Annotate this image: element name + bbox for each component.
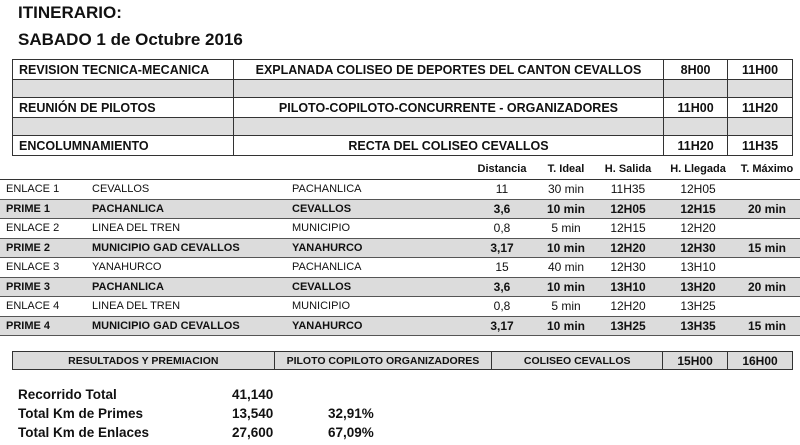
- separator-row: [13, 80, 793, 98]
- schedule-end: 11H35: [728, 136, 793, 156]
- stage-to: YANAHURCO: [286, 238, 466, 258]
- results-activity: RESULTADOS Y PREMIACION: [13, 352, 275, 370]
- results-start: 15H00: [663, 352, 728, 370]
- stage-max: 15 min: [734, 238, 800, 258]
- stage-row: [0, 297, 800, 317]
- stage-arrival: 12H15: [662, 199, 734, 219]
- stage-max: 15 min: [734, 316, 800, 336]
- stage-row: [0, 277, 800, 297]
- stage-ideal: 10 min: [538, 277, 594, 297]
- stage-distance: 3,17: [466, 238, 538, 258]
- stage-type: PRIME 3: [0, 277, 86, 297]
- schedule-start: 8H00: [664, 60, 728, 80]
- stage-max: [734, 180, 800, 200]
- heading: ITINERARIO:: [18, 3, 122, 22]
- summary-label-total: Recorrido Total: [18, 387, 117, 402]
- stages-body: [0, 180, 800, 336]
- stage-type: ENLACE 1: [0, 180, 86, 200]
- stage-from: LINEA DEL TREN: [86, 219, 286, 239]
- schedule-activity: ENCOLUMNAMIENTO: [13, 136, 234, 156]
- schedule-place: RECTA DEL COLISEO CEVALLOS: [233, 136, 663, 156]
- stage-departure: 13H10: [594, 277, 662, 297]
- schedule-start: 11H00: [664, 98, 728, 118]
- stage-to: PACHANLICA: [286, 180, 466, 200]
- summary-value-enlaces: 27,600: [232, 425, 274, 440]
- stage-row: [0, 199, 800, 219]
- stages-header-row: [0, 158, 800, 180]
- header-ideal: T. Ideal: [538, 158, 594, 180]
- schedule-place: EXPLANADA COLISEO DE DEPORTES DEL CANTON CEVALLOS: [233, 60, 663, 80]
- schedule-end: 11H00: [728, 60, 793, 80]
- stage-departure: 12H30: [594, 258, 662, 278]
- stage-arrival: 13H10: [662, 258, 734, 278]
- summary-value-primes: 13,540: [232, 406, 274, 421]
- stage-to: CEVALLOS: [286, 277, 466, 297]
- summary-pct-enlaces: 67,09%: [328, 425, 374, 440]
- stage-ideal: 5 min: [538, 219, 594, 239]
- schedule-place: PILOTO-COPILOTO-CONCURRENTE - ORGANIZADORES: [233, 98, 663, 118]
- stage-departure: 12H20: [594, 297, 662, 317]
- schedule-row: [13, 60, 793, 80]
- summary-label-enlaces: Total Km de Enlaces: [18, 425, 150, 440]
- stage-arrival: 12H20: [662, 219, 734, 239]
- date-title: SABADO 1 de Octubre 2016: [18, 30, 243, 49]
- header-distance: Distancia: [466, 158, 538, 180]
- stage-departure: 11H35: [594, 180, 662, 200]
- stage-arrival: 12H30: [662, 238, 734, 258]
- results-who: PILOTO COPILOTO ORGANIZADORES: [274, 352, 492, 370]
- stage-max: 20 min: [734, 199, 800, 219]
- stage-row: [0, 238, 800, 258]
- schedule-start: 11H20: [664, 136, 728, 156]
- stage-row: [0, 316, 800, 336]
- stage-distance: 0,8: [466, 219, 538, 239]
- stage-to: MUNICIPIO: [286, 219, 466, 239]
- stage-max: [734, 219, 800, 239]
- stage-arrival: 12H05: [662, 180, 734, 200]
- stage-row: [0, 180, 800, 200]
- stage-distance: 3,17: [466, 316, 538, 336]
- stage-ideal: 10 min: [538, 238, 594, 258]
- stage-from: MUNICIPIO GAD CEVALLOS: [86, 238, 286, 258]
- summary-label-primes: Total Km de Primes: [18, 406, 144, 421]
- stage-arrival: 13H35: [662, 316, 734, 336]
- stage-type: PRIME 4: [0, 316, 86, 336]
- stage-distance: 3,6: [466, 277, 538, 297]
- results-end: 16H00: [728, 352, 793, 370]
- schedule-row: [13, 98, 793, 118]
- stage-row: [0, 258, 800, 278]
- stage-distance: 15: [466, 258, 538, 278]
- stage-from: YANAHURCO: [86, 258, 286, 278]
- stage-max: 20 min: [734, 277, 800, 297]
- stage-to: PACHANLICA: [286, 258, 466, 278]
- stage-to: CEVALLOS: [286, 199, 466, 219]
- results-table: [12, 351, 793, 370]
- stage-ideal: 40 min: [538, 258, 594, 278]
- stage-distance: 11: [466, 180, 538, 200]
- stage-type: ENLACE 2: [0, 219, 86, 239]
- stage-departure: 12H05: [594, 199, 662, 219]
- stage-departure: 12H15: [594, 219, 662, 239]
- stage-ideal: 30 min: [538, 180, 594, 200]
- header-arrival: H. Llegada: [662, 158, 734, 180]
- results-place: COLISEO CEVALLOS: [492, 352, 663, 370]
- summary-value-total: 41,140: [232, 387, 274, 402]
- stage-distance: 0,8: [466, 297, 538, 317]
- stage-to: MUNICIPIO: [286, 297, 466, 317]
- stage-arrival: 13H20: [662, 277, 734, 297]
- stage-from: MUNICIPIO GAD CEVALLOS: [86, 316, 286, 336]
- stage-row: [0, 219, 800, 239]
- stage-from: PACHANLICA: [86, 277, 286, 297]
- header-max: T. Máximo: [734, 158, 800, 180]
- stage-type: ENLACE 4: [0, 297, 86, 317]
- stage-max: [734, 258, 800, 278]
- stage-max: [734, 297, 800, 317]
- header-departure: H. Salida: [594, 158, 662, 180]
- stage-type: ENLACE 3: [0, 258, 86, 278]
- results-row: [13, 352, 793, 370]
- stage-from: PACHANLICA: [86, 199, 286, 219]
- schedule-table: [12, 59, 793, 156]
- stage-from: LINEA DEL TREN: [86, 297, 286, 317]
- stage-departure: 13H25: [594, 316, 662, 336]
- stage-type: PRIME 1: [0, 199, 86, 219]
- stage-ideal: 5 min: [538, 297, 594, 317]
- stage-distance: 3,6: [466, 199, 538, 219]
- stage-from: CEVALLOS: [86, 180, 286, 200]
- schedule-end: 11H20: [728, 98, 793, 118]
- stage-ideal: 10 min: [538, 316, 594, 336]
- stage-to: YANAHURCO: [286, 316, 466, 336]
- stage-departure: 12H20: [594, 238, 662, 258]
- separator-row: [13, 118, 793, 136]
- stage-ideal: 10 min: [538, 199, 594, 219]
- stage-arrival: 13H25: [662, 297, 734, 317]
- schedule-row: [13, 136, 793, 156]
- stages-table: [0, 158, 800, 336]
- schedule-activity: REUNIÓN DE PILOTOS: [13, 98, 234, 118]
- summary-pct-primes: 32,91%: [328, 406, 374, 421]
- stage-type: PRIME 2: [0, 238, 86, 258]
- schedule-activity: REVISION TECNICA-MECANICA: [13, 60, 234, 80]
